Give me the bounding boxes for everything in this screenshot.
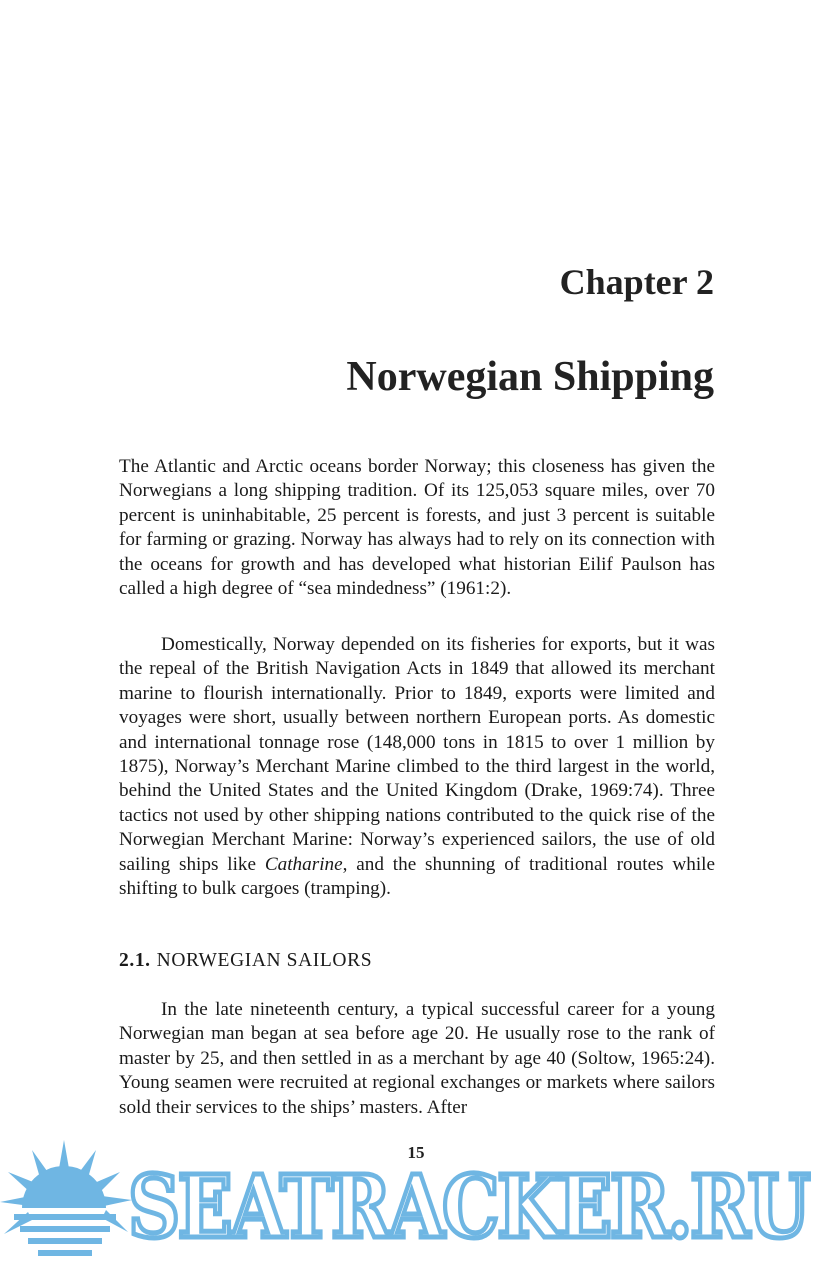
paragraph-domestic: [119, 633, 715, 901]
section-title: NORWEGIAN SAILORS: [156, 950, 373, 971]
watermark-text: SEATRACKER.RU: [128, 1157, 808, 1258]
section-heading: [119, 948, 372, 974]
chapter-label: Chapter 2: [559, 262, 714, 302]
paragraph-sailors: In the late nineteenth century, a typical successful career for a young Norwegian man began at sea before age 20. He usually rose to the rank of master by 25, and then settled in as a merchant by age 40 (Soltow, 1965:24). Young seamen were recruited at regional exchanges or markets where sailors sold their services to the ships’ masters. After: [119, 999, 715, 1118]
paragraph-domestic-text-end: , and the shunning of traditional routes while shifting to bulk cargoes (tramping).: [119, 853, 715, 900]
paragraph-domestic-text-start: Domestically, Norway depended on its fisheries for exports, but it was the repeal of the British Navigation Acts in 1849 that allowed its merchant marine to flourish internationally. Prior to 1849, exports were limited and voyages were short, usually between northern European ports. As domestic and international tonnage rose (148,000 tons in 1815 to over 1 million by 1875), Norway’s Merchant Marine climbed to the third largest in the world, behind the United States and the United Kingdom (Drake, 1969:74). Three tactics not used by other shipping nations contributed to the quick rise of the Norwegian Merchant Marine: Norway’s experienced sailors, the use of old sailing ships like: [119, 634, 715, 875]
ship-name-catharine: Catharine: [264, 853, 343, 875]
sun-logo-icon: [0, 1140, 135, 1265]
paragraph-intro: The Atlantic and Arctic oceans border Norway; this closeness has given the Norwegians a long shipping tradition. Of its 125,053 square miles, over 70 percent is uninhabitable, 25 percent is forests, and just 3 percent is suitable for farming or grazing. Norway has always had to rely on its connection with the oceans for growth and has developed what historian Eilif Paulson has called a high degree of “sea mindedness” (1961:2).: [119, 456, 715, 600]
section-number: 2.1.: [119, 950, 151, 971]
chapter-title: Norwegian Shipping: [346, 354, 714, 400]
page-number: 15: [407, 1143, 425, 1162]
